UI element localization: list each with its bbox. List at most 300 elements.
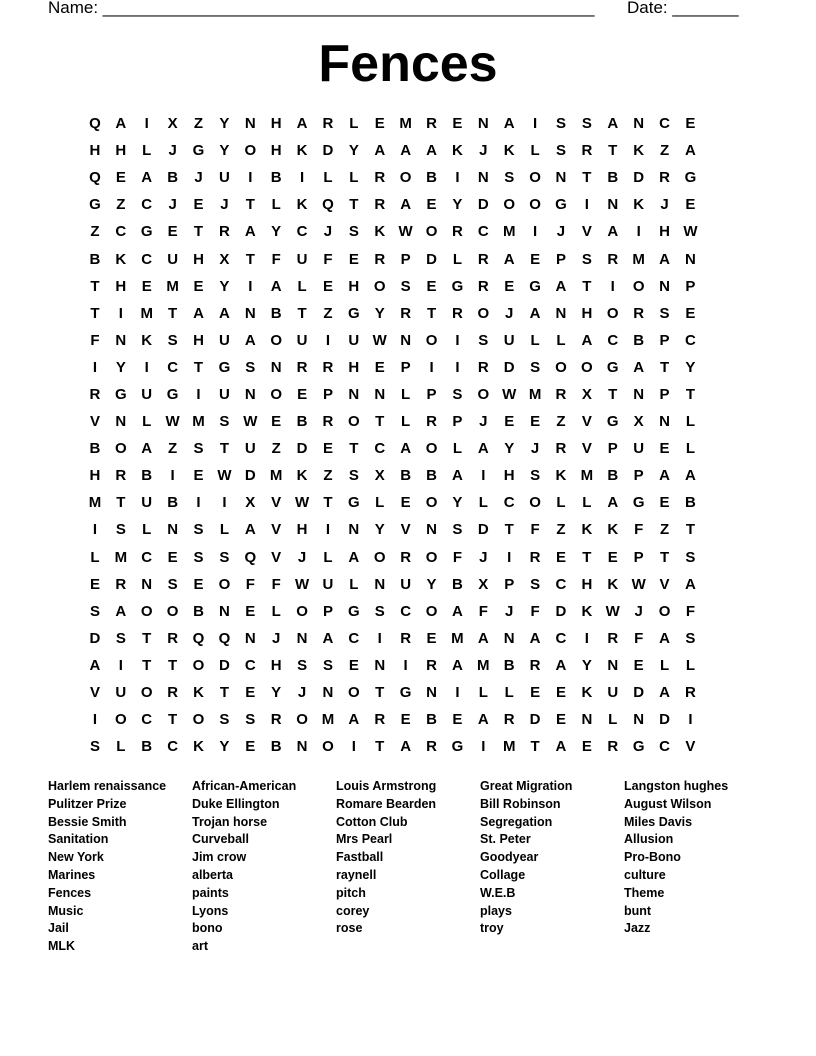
grid-letter[interactable]: T (168, 304, 178, 322)
grid-letter[interactable]: A (348, 548, 360, 566)
grid-letter[interactable]: T (245, 250, 255, 268)
grid-letter[interactable]: S (219, 548, 230, 566)
grid-letter[interactable]: N (555, 304, 567, 322)
grid-letter[interactable]: R (426, 115, 437, 133)
grid-letter[interactable]: Q (322, 196, 334, 214)
grid-letter[interactable]: T (659, 548, 670, 566)
grid-letter[interactable]: L (271, 602, 281, 620)
grid-letter[interactable]: Y (452, 494, 463, 512)
grid-letter[interactable]: U (400, 575, 412, 593)
grid-letter[interactable]: I (507, 548, 512, 566)
grid-letter[interactable]: D (555, 602, 567, 620)
grid-letter[interactable]: P (607, 440, 618, 458)
grid-letter[interactable]: F (685, 602, 696, 620)
grid-letter[interactable]: A (244, 521, 256, 539)
grid-letter[interactable]: F (271, 575, 281, 593)
grid-letter[interactable]: L (142, 521, 152, 539)
grid-letter[interactable]: P (322, 602, 333, 620)
grid-letter[interactable]: O (322, 738, 334, 756)
grid-letter[interactable]: F (245, 575, 255, 593)
grid-letter[interactable]: Z (271, 440, 281, 458)
grid-letter[interactable]: N (244, 304, 256, 322)
grid-letter[interactable]: N (244, 385, 256, 403)
grid-letter[interactable]: V (89, 684, 100, 702)
grid-letter[interactable]: A (244, 223, 256, 241)
grid-letter[interactable]: A (115, 602, 127, 620)
grid-letter[interactable]: M (269, 467, 283, 485)
grid-letter[interactable]: A (374, 142, 386, 160)
grid-letter[interactable]: C (115, 223, 127, 241)
grid-letter[interactable]: O (425, 440, 438, 458)
grid-letter[interactable]: R (451, 304, 463, 322)
grid-letter[interactable]: G (348, 494, 360, 512)
grid-letter[interactable]: O (270, 385, 283, 403)
grid-letter[interactable]: A (89, 656, 101, 674)
grid-letter[interactable]: A (581, 331, 593, 349)
grid-letter[interactable]: O (218, 575, 231, 593)
grid-letter[interactable]: K (581, 521, 593, 539)
grid-letter[interactable]: L (556, 331, 566, 349)
grid-letter[interactable]: S (348, 467, 359, 485)
grid-letter[interactable]: H (348, 358, 360, 376)
grid-letter[interactable]: E (297, 385, 308, 403)
grid-letter[interactable]: L (142, 142, 152, 160)
grid-letter[interactable]: E (348, 250, 359, 268)
grid-letter[interactable]: L (685, 413, 696, 431)
grid-letter[interactable]: A (685, 575, 696, 593)
grid-letter[interactable]: T (608, 142, 618, 160)
grid-letter[interactable]: B (89, 250, 101, 268)
grid-letter[interactable]: S (685, 548, 696, 566)
grid-letter[interactable]: E (115, 169, 126, 187)
grid-letter[interactable]: A (659, 467, 670, 485)
grid-letter[interactable]: S (322, 656, 333, 674)
grid-letter[interactable]: S (504, 169, 515, 187)
grid-letter[interactable]: R (607, 629, 619, 647)
grid-letter[interactable]: E (89, 575, 100, 593)
grid-letter[interactable]: C (659, 738, 670, 756)
grid-letter[interactable]: R (529, 548, 541, 566)
grid-letter[interactable]: I (92, 358, 98, 376)
grid-letter[interactable]: I (222, 494, 227, 512)
grid-letter[interactable]: W (294, 494, 310, 512)
grid-letter[interactable]: R (374, 169, 386, 187)
grid-letter[interactable]: R (296, 358, 308, 376)
grid-letter[interactable]: N (633, 385, 645, 403)
date-field-label[interactable]: Date: _______ (627, 0, 739, 17)
grid-letter[interactable]: N (348, 521, 360, 539)
grid-letter[interactable]: N (115, 331, 127, 349)
grid-letter[interactable]: O (425, 548, 438, 566)
grid-letter[interactable]: O (529, 169, 541, 187)
grid-letter[interactable]: L (401, 413, 411, 431)
grid-letter[interactable]: C (141, 711, 153, 729)
grid-letter[interactable]: I (118, 656, 123, 674)
grid-letter[interactable]: A (115, 115, 127, 133)
grid-letter[interactable]: U (607, 684, 619, 702)
grid-letter[interactable]: F (634, 629, 644, 647)
grid-letter[interactable]: T (659, 358, 670, 376)
grid-letter[interactable]: L (271, 196, 281, 214)
grid-letter[interactable]: D (503, 358, 515, 376)
grid-letter[interactable]: V (400, 521, 411, 539)
grid-letter[interactable]: S (581, 250, 592, 268)
grid-letter[interactable]: T (375, 738, 385, 756)
grid-letter[interactable]: G (529, 277, 541, 295)
grid-letter[interactable]: O (244, 142, 257, 160)
grid-letter[interactable]: C (555, 629, 567, 647)
grid-letter[interactable]: I (429, 358, 434, 376)
grid-letter[interactable]: B (270, 738, 282, 756)
grid-letter[interactable]: R (322, 413, 334, 431)
grid-letter[interactable]: A (348, 711, 360, 729)
grid-letter[interactable]: U (167, 250, 179, 268)
grid-letter[interactable]: L (375, 494, 385, 512)
grid-letter[interactable]: A (193, 304, 204, 322)
grid-letter[interactable]: T (219, 684, 229, 702)
grid-letter[interactable]: T (375, 413, 385, 431)
grid-letter[interactable]: T (426, 304, 437, 322)
grid-letter[interactable]: R (322, 358, 334, 376)
grid-letter[interactable]: R (89, 385, 101, 403)
grid-letter[interactable]: A (322, 629, 334, 647)
grid-letter[interactable]: N (426, 521, 437, 539)
grid-letter[interactable]: D (659, 711, 670, 729)
grid-letter[interactable]: S (167, 331, 178, 349)
grid-letter[interactable]: S (400, 277, 411, 295)
grid-letter[interactable]: C (477, 223, 489, 241)
grid-letter[interactable]: R (374, 711, 386, 729)
grid-letter[interactable]: B (270, 304, 282, 322)
grid-letter[interactable]: E (167, 548, 178, 566)
grid-letter[interactable]: S (530, 358, 541, 376)
grid-letter[interactable]: R (400, 304, 412, 322)
grid-letter[interactable]: B (685, 494, 696, 512)
grid-letter[interactable]: R (115, 575, 127, 593)
grid-letter[interactable]: D (426, 250, 437, 268)
grid-letter[interactable]: I (92, 521, 98, 539)
grid-letter[interactable]: I (481, 738, 486, 756)
grid-letter[interactable]: T (193, 223, 204, 241)
grid-letter[interactable]: X (219, 250, 230, 268)
grid-letter[interactable]: J (194, 169, 203, 187)
grid-letter[interactable]: A (296, 115, 308, 133)
grid-letter[interactable]: E (530, 413, 541, 431)
grid-letter[interactable]: V (271, 548, 282, 566)
grid-letter[interactable]: N (426, 684, 437, 702)
grid-letter[interactable]: N (141, 575, 153, 593)
grid-letter[interactable]: Y (271, 223, 282, 241)
grid-letter[interactable]: E (452, 711, 463, 729)
grid-letter[interactable]: A (477, 711, 489, 729)
grid-letter[interactable]: L (582, 494, 592, 512)
grid-letter[interactable]: E (141, 277, 152, 295)
grid-letter[interactable]: T (193, 358, 204, 376)
grid-letter[interactable]: D (633, 684, 645, 702)
grid-letter[interactable]: R (529, 656, 541, 674)
grid-letter[interactable]: S (245, 358, 256, 376)
grid-letter[interactable]: A (555, 277, 567, 295)
grid-letter[interactable]: B (141, 467, 153, 485)
grid-letter[interactable]: Q (244, 548, 257, 566)
grid-letter[interactable]: Y (374, 521, 385, 539)
grid-letter[interactable]: P (400, 358, 411, 376)
grid-letter[interactable]: Z (556, 521, 566, 539)
grid-letter[interactable]: A (633, 358, 645, 376)
grid-letter[interactable]: H (581, 575, 593, 593)
grid-letter[interactable]: R (555, 440, 567, 458)
grid-letter[interactable]: E (685, 115, 696, 133)
grid-letter[interactable]: U (296, 250, 308, 268)
grid-letter[interactable]: Y (374, 304, 385, 322)
grid-letter[interactable]: O (529, 196, 541, 214)
grid-letter[interactable]: S (193, 548, 204, 566)
grid-letter[interactable]: K (296, 142, 308, 160)
grid-letter[interactable]: S (245, 711, 256, 729)
grid-letter[interactable]: E (322, 440, 333, 458)
grid-letter[interactable]: P (685, 277, 696, 295)
grid-letter[interactable]: L (504, 684, 514, 702)
grid-letter[interactable]: P (452, 413, 463, 431)
grid-letter[interactable]: W (683, 223, 698, 241)
grid-letter[interactable]: G (632, 738, 645, 756)
grid-letter[interactable]: N (685, 250, 696, 268)
grid-letter[interactable]: S (193, 440, 204, 458)
grid-letter[interactable]: Z (556, 413, 566, 431)
grid-letter[interactable]: R (581, 142, 593, 160)
grid-letter[interactable]: I (584, 629, 589, 647)
grid-letter[interactable]: N (244, 115, 256, 133)
grid-letter[interactable]: R (477, 358, 489, 376)
grid-letter[interactable]: B (607, 467, 619, 485)
grid-letter[interactable]: E (193, 467, 204, 485)
grid-letter[interactable]: V (271, 494, 282, 512)
grid-letter[interactable]: S (115, 521, 126, 539)
grid-letter[interactable]: W (294, 575, 310, 593)
grid-letter[interactable]: O (140, 684, 153, 702)
grid-letter[interactable]: K (374, 223, 386, 241)
grid-letter[interactable]: O (425, 494, 438, 512)
grid-letter[interactable]: U (115, 684, 127, 702)
grid-letter[interactable]: E (348, 656, 359, 674)
grid-letter[interactable]: I (325, 331, 331, 349)
grid-letter[interactable]: K (296, 467, 308, 485)
grid-letter[interactable]: I (584, 196, 589, 214)
grid-letter[interactable]: N (659, 277, 670, 295)
grid-letter[interactable]: S (89, 738, 100, 756)
grid-letter[interactable]: I (144, 115, 149, 133)
grid-letter[interactable]: N (218, 602, 230, 620)
grid-letter[interactable]: W (165, 413, 180, 431)
grid-letter[interactable]: T (168, 711, 178, 729)
grid-letter[interactable]: S (555, 115, 566, 133)
grid-letter[interactable]: M (528, 385, 542, 403)
grid-letter[interactable]: L (219, 521, 229, 539)
grid-letter[interactable]: B (426, 169, 437, 187)
grid-letter[interactable]: N (477, 115, 489, 133)
grid-letter[interactable]: E (426, 196, 437, 214)
grid-letter[interactable]: M (502, 738, 516, 756)
grid-letter[interactable]: F (634, 521, 644, 539)
grid-letter[interactable]: A (685, 142, 696, 160)
grid-letter[interactable]: G (399, 684, 412, 702)
grid-letter[interactable]: H (581, 304, 593, 322)
grid-letter[interactable]: K (141, 331, 153, 349)
grid-letter[interactable]: L (530, 142, 540, 160)
grid-letter[interactable]: T (323, 494, 333, 512)
grid-letter[interactable]: V (581, 440, 592, 458)
grid-letter[interactable]: E (581, 738, 592, 756)
grid-letter[interactable]: D (296, 440, 308, 458)
grid-letter[interactable]: T (297, 304, 307, 322)
grid-letter[interactable]: W (398, 223, 413, 241)
grid-letter[interactable]: Y (219, 142, 230, 160)
grid-letter[interactable]: J (505, 602, 514, 620)
grid-letter[interactable]: L (90, 548, 100, 566)
grid-letter[interactable]: X (478, 575, 489, 593)
grid-letter[interactable]: R (167, 684, 179, 702)
grid-letter[interactable]: N (167, 521, 179, 539)
grid-letter[interactable]: S (219, 711, 230, 729)
grid-letter[interactable]: V (659, 575, 670, 593)
grid-letter[interactable]: A (477, 440, 489, 458)
grid-letter[interactable]: A (555, 656, 567, 674)
grid-letter[interactable]: I (455, 331, 460, 349)
grid-letter[interactable]: N (270, 358, 282, 376)
grid-letter[interactable]: X (167, 115, 178, 133)
grid-letter[interactable]: N (607, 196, 619, 214)
grid-letter[interactable]: B (167, 494, 179, 512)
grid-letter[interactable]: G (451, 277, 464, 295)
grid-letter[interactable]: U (141, 385, 153, 403)
grid-letter[interactable]: Y (685, 358, 696, 376)
grid-letter[interactable]: J (323, 223, 333, 241)
grid-letter[interactable]: I (325, 521, 331, 539)
grid-letter[interactable]: T (685, 521, 696, 539)
grid-letter[interactable]: U (244, 440, 256, 458)
grid-letter[interactable]: K (633, 196, 645, 214)
grid-letter[interactable]: E (400, 494, 411, 512)
grid-letter[interactable]: A (529, 304, 541, 322)
grid-letter[interactable]: O (555, 358, 567, 376)
grid-letter[interactable]: V (581, 223, 592, 241)
grid-letter[interactable]: E (530, 250, 541, 268)
grid-letter[interactable]: Y (219, 738, 230, 756)
grid-letter[interactable]: P (659, 385, 670, 403)
grid-letter[interactable]: E (633, 656, 644, 674)
grid-letter[interactable]: V (685, 738, 696, 756)
grid-letter[interactable]: I (92, 711, 98, 729)
grid-letter[interactable]: B (193, 602, 204, 620)
grid-letter[interactable]: A (451, 656, 463, 674)
grid-letter[interactable]: M (140, 304, 153, 322)
grid-letter[interactable]: F (323, 250, 333, 268)
grid-letter[interactable]: M (166, 277, 179, 295)
grid-letter[interactable]: A (400, 196, 412, 214)
grid-letter[interactable]: L (452, 440, 462, 458)
grid-letter[interactable]: C (348, 629, 360, 647)
grid-letter[interactable]: C (296, 223, 308, 241)
grid-letter[interactable]: T (582, 277, 592, 295)
grid-letter[interactable]: E (426, 277, 437, 295)
grid-letter[interactable]: M (399, 115, 412, 133)
grid-letter[interactable]: T (219, 440, 229, 458)
grid-letter[interactable]: S (659, 304, 670, 322)
grid-letter[interactable]: R (426, 413, 437, 431)
grid-letter[interactable]: A (400, 142, 412, 160)
grid-letter[interactable]: F (271, 250, 281, 268)
grid-letter[interactable]: A (141, 440, 153, 458)
grid-letter[interactable]: U (503, 331, 515, 349)
grid-letter[interactable]: V (581, 413, 592, 431)
grid-letter[interactable]: L (323, 548, 333, 566)
grid-letter[interactable]: O (348, 413, 360, 431)
grid-letter[interactable]: G (606, 358, 619, 376)
grid-letter[interactable]: N (607, 656, 619, 674)
grid-letter[interactable]: M (192, 413, 205, 431)
grid-letter[interactable]: Y (452, 196, 463, 214)
grid-letter[interactable]: S (167, 575, 178, 593)
grid-letter[interactable]: K (503, 142, 515, 160)
grid-letter[interactable]: B (426, 467, 437, 485)
grid-letter[interactable]: L (142, 413, 152, 431)
grid-letter[interactable]: H (89, 142, 101, 160)
grid-letter[interactable]: T (142, 629, 152, 647)
grid-letter[interactable]: I (170, 467, 175, 485)
grid-letter[interactable]: I (455, 684, 460, 702)
grid-letter[interactable]: X (245, 494, 256, 512)
grid-letter[interactable]: D (89, 629, 101, 647)
grid-letter[interactable]: N (374, 575, 386, 593)
grid-letter[interactable]: D (633, 169, 645, 187)
grid-letter[interactable]: L (349, 575, 359, 593)
grid-letter[interactable]: Y (504, 440, 515, 458)
grid-letter[interactable]: S (374, 602, 385, 620)
grid-letter[interactable]: E (245, 684, 256, 702)
grid-letter[interactable]: T (582, 548, 592, 566)
grid-letter[interactable]: I (481, 467, 486, 485)
grid-letter[interactable]: K (193, 684, 204, 702)
grid-letter[interactable]: S (219, 413, 230, 431)
grid-letter[interactable]: R (270, 711, 282, 729)
grid-letter[interactable]: R (167, 629, 179, 647)
grid-letter[interactable]: C (244, 656, 256, 674)
grid-letter[interactable]: E (530, 684, 541, 702)
grid-letter[interactable]: T (349, 440, 359, 458)
grid-letter[interactable]: Y (219, 115, 230, 133)
grid-letter[interactable]: C (659, 115, 670, 133)
grid-letter[interactable]: R (115, 467, 127, 485)
grid-letter[interactable]: U (322, 575, 334, 593)
grid-letter[interactable]: B (270, 169, 282, 187)
grid-letter[interactable]: Y (348, 142, 359, 160)
grid-letter[interactable]: E (193, 575, 204, 593)
grid-letter[interactable]: E (322, 277, 333, 295)
grid-letter[interactable]: D (244, 467, 256, 485)
grid-letter[interactable]: A (270, 277, 282, 295)
grid-letter[interactable]: B (426, 711, 437, 729)
grid-letter[interactable]: T (168, 656, 178, 674)
grid-letter[interactable]: R (607, 738, 619, 756)
grid-letter[interactable]: K (451, 142, 463, 160)
grid-letter[interactable]: O (581, 358, 593, 376)
grid-letter[interactable]: C (167, 738, 179, 756)
grid-letter[interactable]: J (220, 196, 229, 214)
grid-letter[interactable]: I (351, 738, 356, 756)
grid-letter[interactable]: N (296, 738, 308, 756)
grid-letter[interactable]: H (193, 331, 204, 349)
grid-letter[interactable]: R (451, 223, 463, 241)
